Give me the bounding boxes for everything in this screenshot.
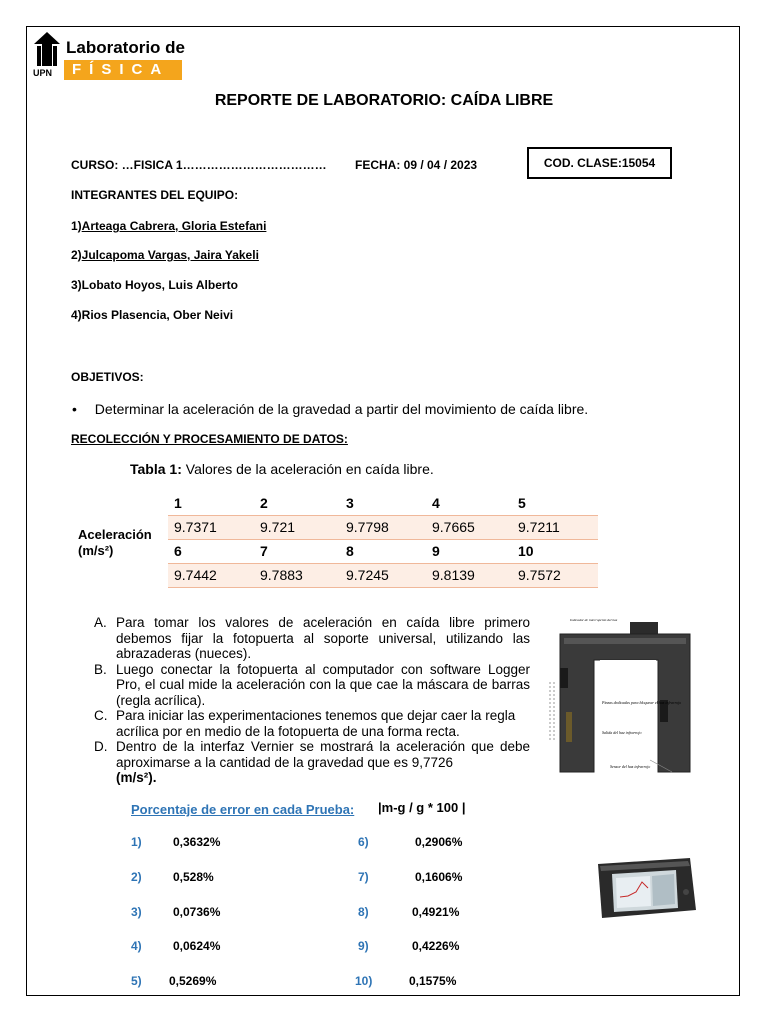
error-value: 0,5269% xyxy=(169,974,217,988)
fecha-field: FECHA: 09 / 04 / 2023 xyxy=(355,158,478,172)
error-num: 4) xyxy=(131,939,142,953)
error-num: 1) xyxy=(131,835,142,849)
member-name: Rios Plasencia, Ober Neivi xyxy=(81,308,234,322)
error-num: 3) xyxy=(131,905,142,919)
error-num: 5) xyxy=(131,974,142,988)
list-item xyxy=(94,615,530,662)
member-num: 1) xyxy=(71,219,82,233)
member-num: 4) xyxy=(71,308,82,322)
step-letter: A. xyxy=(94,615,107,630)
error-value: 0,0736% xyxy=(173,905,221,919)
error-title: Porcentaje de error en cada Prueba: xyxy=(131,802,355,817)
error-value: 0,3632% xyxy=(173,835,221,849)
objetivo-bullet xyxy=(72,401,588,417)
integrantes-heading: INTEGRANTES DEL EQUIPO: xyxy=(71,188,239,202)
step-letter: D. xyxy=(94,739,108,754)
step-text: Para iniciar las experimentaciones tenemos que dejar caer la regla acrílica por en medio de la fotopuerta de una forma recta. xyxy=(116,708,516,739)
error-num: 9) xyxy=(358,939,369,953)
list-item xyxy=(94,708,530,739)
table-cell: 9.7572 xyxy=(512,563,598,587)
error-row xyxy=(131,870,214,884)
step-text: Dentro de la interfaz Vernier se mostrará la aceleración que debe aproximarse a la cantidad de la gravedad que es 9,7726 xyxy=(116,739,530,770)
logo-fisica-text: FÍSICA xyxy=(64,60,182,80)
objetivo-text: Determinar la aceleración de la gravedad a partir del movimiento de caída libre. xyxy=(94,401,589,417)
table-cell: 9.7371 xyxy=(168,515,254,539)
error-row xyxy=(131,905,221,919)
table-row xyxy=(168,515,598,539)
table-cell: 5 xyxy=(518,494,526,511)
member-name: Julcapoma Vargas, Jaira Yakeli xyxy=(81,248,259,262)
photogate-label-4: Sensor del haz infrarrojo xyxy=(610,764,651,769)
objetivos-heading: OBJETIVOS: xyxy=(71,370,144,384)
error-num: 10) xyxy=(355,974,373,988)
tabla-caption-label: Tabla 1: xyxy=(130,461,182,477)
table-cell: 9.7442 xyxy=(168,563,254,587)
error-row xyxy=(131,974,217,988)
curso-field: CURSO: …FISICA 1……………………………… xyxy=(71,158,327,172)
error-row xyxy=(358,905,460,919)
table-row xyxy=(168,563,598,587)
member-num: 3) xyxy=(71,278,82,292)
table-row xyxy=(168,491,598,515)
error-value: 0,1606% xyxy=(415,870,463,884)
error-num: 2) xyxy=(131,870,142,884)
error-formula: |m-g / g * 100 | xyxy=(378,800,466,815)
error-row xyxy=(358,870,463,884)
table-cell: 2 xyxy=(260,494,268,511)
table-cell: 10 xyxy=(518,543,534,559)
member-4 xyxy=(71,308,233,322)
row-label-main: Aceleración xyxy=(78,527,152,542)
photogate-image xyxy=(540,612,700,782)
member-num: 2) xyxy=(71,248,82,262)
table-cell: 1 xyxy=(174,494,182,511)
error-row xyxy=(131,939,221,953)
row-label-unit: (m/s²) xyxy=(78,543,114,558)
table-cell: 6 xyxy=(174,543,182,559)
table-cell: 9.721 xyxy=(254,515,340,539)
list-item xyxy=(94,662,530,709)
member-2 xyxy=(71,248,259,262)
photogate-label-1: Indicador de interrupción del haz xyxy=(570,618,618,622)
table-cell: 7 xyxy=(260,543,268,559)
step-letter: C. xyxy=(94,708,108,723)
table-cell: 9.7665 xyxy=(426,515,512,539)
tabla-caption-text: Valores de la aceleración en caída libre. xyxy=(181,461,434,477)
step-unit: (m/s²). xyxy=(116,770,157,785)
member-name: Arteaga Cabrera, Gloria Estefani xyxy=(81,219,267,233)
logo-lab-text: Laboratorio de xyxy=(66,38,186,57)
steps-list xyxy=(94,615,530,786)
member-1 xyxy=(71,219,266,233)
error-value: 0,0624% xyxy=(173,939,221,953)
list-item xyxy=(94,739,530,786)
tabla-caption xyxy=(130,461,434,477)
error-row xyxy=(358,939,460,953)
error-row xyxy=(358,835,463,849)
error-num: 7) xyxy=(358,870,369,884)
member-name: Lobato Hoyos, Luis Alberto xyxy=(81,278,238,292)
error-value: 0,4226% xyxy=(412,939,460,953)
error-row xyxy=(355,974,457,988)
error-value: 0,4921% xyxy=(412,905,460,919)
recoleccion-heading: RECOLECCIÓN Y PROCESAMIENTO DE DATOS: xyxy=(71,432,348,446)
table-cell: 9.7883 xyxy=(254,563,340,587)
error-value: 0,1575% xyxy=(409,974,457,988)
table-cell: 9.8139 xyxy=(426,563,512,587)
labquest-device-image xyxy=(590,852,700,922)
table-cell: 3 xyxy=(346,494,354,511)
table-cell: 4 xyxy=(432,494,440,511)
table-cell: 9 xyxy=(432,543,440,559)
page-title: REPORTE DE LABORATORIO: CAÍDA LIBRE xyxy=(214,92,554,109)
table-cell: 8 xyxy=(346,543,354,559)
error-num: 6) xyxy=(358,835,369,849)
step-text: Luego conectar la fotopuerta al computador con software Logger Pro, el cual mide la aceleración con la que cae la máscara de barras (regla acrílica). xyxy=(116,661,530,708)
acceleration-table xyxy=(168,491,598,588)
row-label xyxy=(78,527,152,559)
error-value: 0,528% xyxy=(173,870,214,884)
table-cell: 9.7211 xyxy=(512,515,598,539)
logo-upn-text: UPN xyxy=(33,68,53,78)
table-row xyxy=(168,539,598,563)
bullet-icon: • xyxy=(72,401,77,417)
cod-clase-box: COD. CLASE:15054 xyxy=(527,147,672,179)
error-num: 8) xyxy=(358,905,369,919)
error-row xyxy=(131,835,221,849)
photogate-label-3: Salida del haz infrarrojo xyxy=(602,730,642,735)
photogate-label-2: Pinzas dedicadas para bloquear el haz infrarrojo xyxy=(602,700,682,705)
step-text: Para tomar los valores de aceleración en caída libre primero debemos fijar la fotopuerta al soporte universal, utilizando las abrazaderas (nueces). xyxy=(116,615,530,661)
error-value: 0,2906% xyxy=(415,835,463,849)
table-cell: 9.7245 xyxy=(340,563,426,587)
step-letter: B. xyxy=(94,661,107,677)
member-3 xyxy=(71,278,238,292)
table-cell: 9.7798 xyxy=(340,515,426,539)
